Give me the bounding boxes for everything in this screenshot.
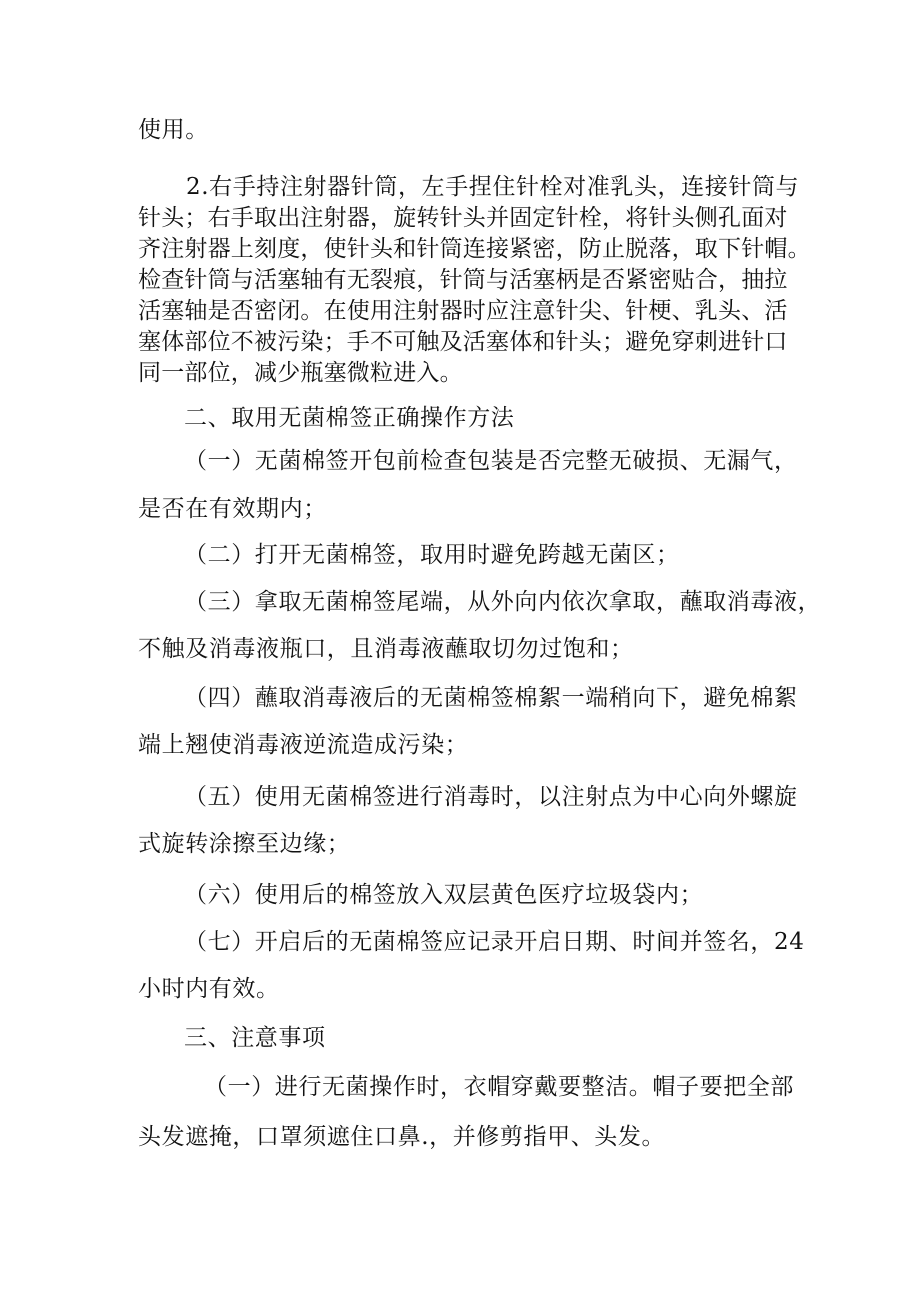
section2-heading: 二、取用无菌棉签正确操作方法 (184, 405, 515, 431)
section2-item2-line1: （二）打开无菌棉签，取用时避免跨越无菌区； (184, 542, 680, 568)
item2-line-2: 针头；右手取出注射器，旋转针头并固定针栓，将针头侧孔面对 (138, 205, 788, 231)
section3-item1-line2: 头发遮掩，口罩须遮住口鼻.，并修剪指甲、头发。 (138, 1124, 666, 1150)
section2-item1-line2: 是否在有效期内； (138, 496, 327, 522)
item2-line-1: 2.右手持注射器针筒，左手捏住针栓对准乳头，连接针筒与 (186, 174, 800, 200)
item2-line-5: 活塞轴是否密闭。在使用注射器时应注意针尖、针梗、乳头、活 (138, 298, 788, 324)
item2-line-7: 同一部位，减少瓶塞微粒进入。 (138, 360, 463, 386)
section2-item6-line1: （六）使用后的棉签放入双层黄色医疗垃圾袋内； (184, 882, 704, 908)
section2-item4-line1: （四）蘸取消毒液后的无菌棉签棉絮一端稍向下，避免棉絮 (184, 685, 798, 711)
section2-item1-line1: （一）无菌棉签开包前检查包装是否完整无破损、无漏气， (184, 448, 798, 474)
section2-item5-line1: （五）使用无菌棉签进行消毒时，以注射点为中心向外螺旋 (184, 784, 798, 810)
continuation-line: 使用。 (138, 117, 209, 143)
section2-item7-line2: 小时内有效。 (138, 976, 280, 1002)
item2-line-3: 齐注射器上刻度，使针头和针筒连接紧密，防止脱落，取下针帽。 (138, 236, 811, 262)
section3-item1-line1: （一）进行无菌操作时，衣帽穿戴要整洁。帽子要把全部 (204, 1074, 794, 1100)
section2-item4-line2: 端上翘使消毒液逆流造成污染； (138, 732, 469, 758)
item2-line-4: 检查针筒与活塞轴有无裂痕，针筒与活塞柄是否紧密贴合，抽拉 (138, 267, 788, 293)
section2-item3-line2: 不触及消毒液瓶口，且消毒液蘸取切勿过饱和； (138, 636, 634, 662)
item2-line-6: 塞体部位不被污染；手不可触及活塞体和针头；避免穿刺进针口 (138, 329, 788, 355)
section2-item7-line1: （七）开启后的无菌棉签应记录开启日期、时间并签名，24 (184, 929, 805, 955)
section2-item5-line2: 式旋转涂擦至边缘； (138, 831, 351, 857)
section3-heading: 三、注意事项 (184, 1025, 326, 1051)
section2-item3-line1: （三）拿取无菌棉签尾端，从外向内依次拿取，蘸取消毒液， (184, 589, 822, 615)
